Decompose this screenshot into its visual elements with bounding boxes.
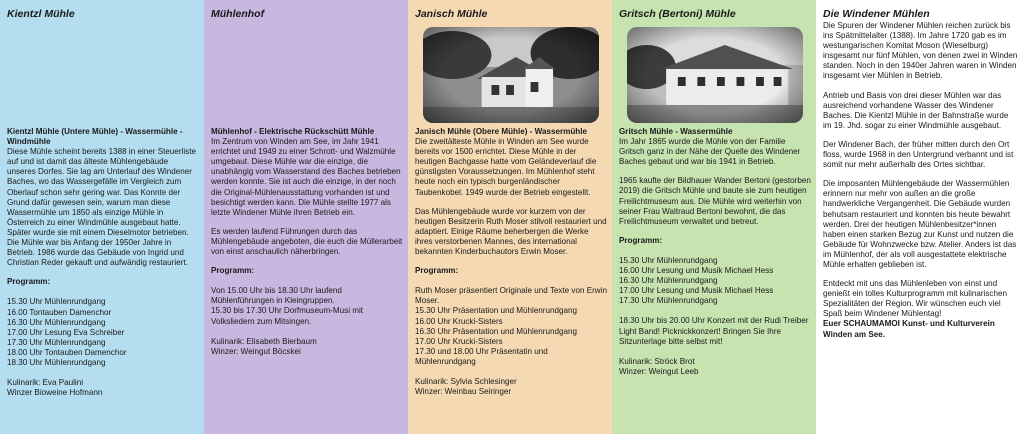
program-label: Programm: [415,266,459,276]
mill-subtitle: Janisch Mühle (Obere Mühle) - Wassermühle [415,127,587,136]
mill-description: Im Zentrum von Winden am See, im Jahr 1941 errichtet und 1949 zu einer Schrott- und Walzmühle umgebaut. Diese Mühle war die einzige, die unabhängig vom Wasserstand des Baches betrieben werden konnte. Sie ist auch die einzige, in der noch die Original-Mühlenausstattung vorhanden ist und besichtigt werden kann. Die Mühle stellte 1977 als letzte Windener Mühle ihren Betrieb ein. [211,137,401,217]
mill-description-2: Es werden laufend Führungen durch das Mühlengebäude angeboten, die euch die Müllerarbeit von einst anschaulich näherbringen. [211,226,403,257]
program-list [7,297,199,368]
signature: Euer SCHAUMAMOI Kunst- und Kulturverein Winden am See. [823,319,995,339]
column-kientzl [0,0,204,434]
mill-description: Die zweitälteste Mühle in Winden am See wurde bereits vor 1500 errichtet. Diese Mühle in der heutigen Bachgasse hatte vom Geländeverlauf die günstigsten Voraussetzungen. Im Mühlenhof steht heute noch ein typisch burgenländischer Taubenkobel. 1949 wurde der Betrieb eingestellt. [415,137,597,197]
program-item: Von 15.00 Uhr bis 18.30 Uhr laufend Mühlenführungen in Kleingruppen. [211,286,342,306]
kulinarik: Kulinarik: Sylvia Schlesinger [415,376,517,386]
mill-description-2: 1965 kaufte der Bildhauer Wander Bertoni (gestorben 2019) die Gritsch Mühle und baute sie zum heutigen Freilichtmuseum aus. Die Mühle wird weiterhin von seiner Frau Waltraud Bertoni bewohnt, die das Freilichtmuseum verwaltet und betreut. [619,176,811,226]
intro-paragraph: Der Windener Bach, der früher mitten durch den Ort floss, wurde 1968 in den Untergrund verbannt und ist somit nur mehr außerhalb des Ortes sichtbar. [823,139,1014,170]
column-gritsch [612,0,816,434]
intro-paragraph: Die Spuren der Windener Mühlen reichen zurück bis ins Spätmittelalter (1388). Im Jahre 1720 gab es im westungarischen Komitat Moson (Wieselburg) insgesamt nur fünf Mühlen, von denen zwei in Winden standen. Noch in den 1940er Jahren waren in Winden insgesamt vier Mühlen in Betrieb. [823,21,1018,81]
program-label: Programm: [619,235,663,245]
program-item: 18.30 Uhr Mühlenrundgang [7,357,106,367]
program-item: 17.00 Uhr Lesung und Musik Michael Hess [619,286,774,296]
program-item: 17.30 Uhr Mühlenrundgang [619,296,718,306]
mill-subtitle: Gritsch Mühle - Wassermühle [619,127,733,136]
mill-description: Im Jahr 1865 wurde die Mühle von der Familie Gritsch ganz in der Nähe der Quelle des Windener Baches gebaut und war bis 1941 in Betrieb. [619,137,801,167]
column-header: Mühlenhof [211,8,265,20]
program-item: 16.00 Tontauben Damenchor [7,307,112,317]
program-item: 15.30 bis 17.30 Uhr Dorfmuseum-Musi mit Volksliedern zum Mitsingen. [211,306,364,326]
mill-description: Diese Mühle scheint bereits 1388 in einer Steuerliste auf und ist damit das älteste Mühlengebäude unseres Dorfes. Sie lag am Unterlauf des Windener Baches, wo das Wassergefälle im Vergleich zum Oberlauf schon sehr gering war. Das Konnte der Grund dafür gewesen sein, warum man diese Wassermühle um 1850 als einzige Mühle in Österreich zu einer Windmühle ausgebaut hatte. Später wurde sie mit einem Dieselmotor betrieben. Die Mühle war bis Anfang der 1950er Jahre in Betrieb. 1986 wurde das Gebäude von Ingrid und Christian Reder gekauft und aufwändig restauriert. [7,147,196,268]
program-item: 15.30 Uhr Präsentation und Mühlenrundgang [415,306,577,316]
program-item: 16.00 Uhr Krucki-Sisters [415,316,503,326]
program-label: Programm: [7,277,51,287]
winzer: Winzer Bioweine Hofmann [7,388,103,398]
program-list [415,306,607,367]
program-list [619,256,811,306]
mill-photo [423,27,599,123]
mill-subtitle: Mühlenhof - Elektrische Rückschütt Mühle [211,127,375,136]
column-header: Die Windener Mühlen [823,8,930,20]
program-item: 17.00 Uhr Lesung Eva Schreiber [7,327,125,337]
program-item: 16.00 Uhr Lesung und Musik Michael Hess [619,266,774,276]
program-extra: 18.30 Uhr bis 20.00 Uhr Konzert mit der Rudi Treiber Light Band! Picknickkonzert! Bringen Sie Ihre Sitzunterlage bitte selbst mit! [619,316,809,346]
mill-description-2: Das Mühlengebäude wurde vor kurzem von der heutigen Besitzerin Ruth Moser stilvoll restauriert und adaptiert. Einige Räume beherbergen die Werke ihres verstorbenen Mannes, des international bekannten Kinderbuchautors Erwin Moser. [415,206,607,257]
program-intro: Ruth Moser präsentiert Originale und Texte von Erwin Moser. [415,286,607,306]
mill-photo [627,27,803,123]
program-label: Programm: [211,266,255,276]
intro-paragraph: Antrieb und Basis von drei dieser Mühlen war das ausreichend vorhandene Wasser des Windener Baches. Die Kientzl Mühle in der Bahnstraße wurde im 19. Jhd. sogar zu einer Windmühle ausgebaut. [823,90,1009,130]
intro-paragraph: Die imposanten Mühlengebäude der Wassermühlen erinnern nur mehr von außen an die große handwerkliche Vergangenheit. Die Gebäude wurden behutsam restauriert und konnten bis heute bewahrt werden. Drei der heutigen Mühlenbesitzer*innen haben einen starken Bezug zur Kunst und nutzen die Gebäude für Wohnzwecke bzw. Atelier. Anders ist das im Mühlenhof, der als voll ausgestattete elektrische Mühle erhalten geblieben ist. [823,179,1017,269]
program-item: 17.30 Uhr Mühlenrundgang [7,337,106,347]
kulinarik: Kulinarik: Ströck Brot [619,356,695,366]
program-item: 16.30 Uhr Präsentation und Mühlenrundgang [415,326,577,336]
program-list [211,286,403,326]
column-header: Kientzl Mühle [7,8,75,20]
winzer: Winzer: Weingut Leeb [619,366,699,376]
kulinarik: Kulinarik: Eva Paulini [7,378,84,388]
winzer: Winzer: Weinbau Seiringer [415,387,512,397]
program-item: 15.30 Uhr Mühlenrundgang [619,255,718,265]
program-item: 17.30 und 18.00 Uhr Präsentatin und Mühlenrundgang [415,346,548,366]
program-item: 16.30 Uhr Mühlenrundgang [619,276,718,286]
mill-subtitle: Kientzl Mühle (Untere Mühle) - Wassermühle - Windmühle [7,127,183,147]
program-item: 18.00 Uhr Tontauben Damenchor [7,347,127,357]
column-muehlenhof [204,0,408,434]
column-windener-muehlen [816,0,1024,434]
intro-paragraph: Entdeckt mit uns das Mühlenleben von einst und genießt ein tolles Kulturprogramm mit kulinarischen Spezialitäten der Region. Wir wünschen euch viel Spaß beim Windener Mühlentag! [823,279,1007,319]
kulinarik: Kulinarik: Elisabeth Bierbaum [211,336,317,346]
column-header: Gritsch (Bertoni) Mühle [619,8,736,20]
column-janisch [408,0,612,434]
column-header: Janisch Mühle [415,8,488,20]
winzer: Winzer: Weingut Böcskei [211,346,301,356]
program-item: 16.30 Uhr Mühlenrundgang [7,317,106,327]
program-item: 15.30 Uhr Mühlenrundgang [7,297,106,307]
program-item: 17.00 Uhr Krucki-Sisters [415,336,503,346]
